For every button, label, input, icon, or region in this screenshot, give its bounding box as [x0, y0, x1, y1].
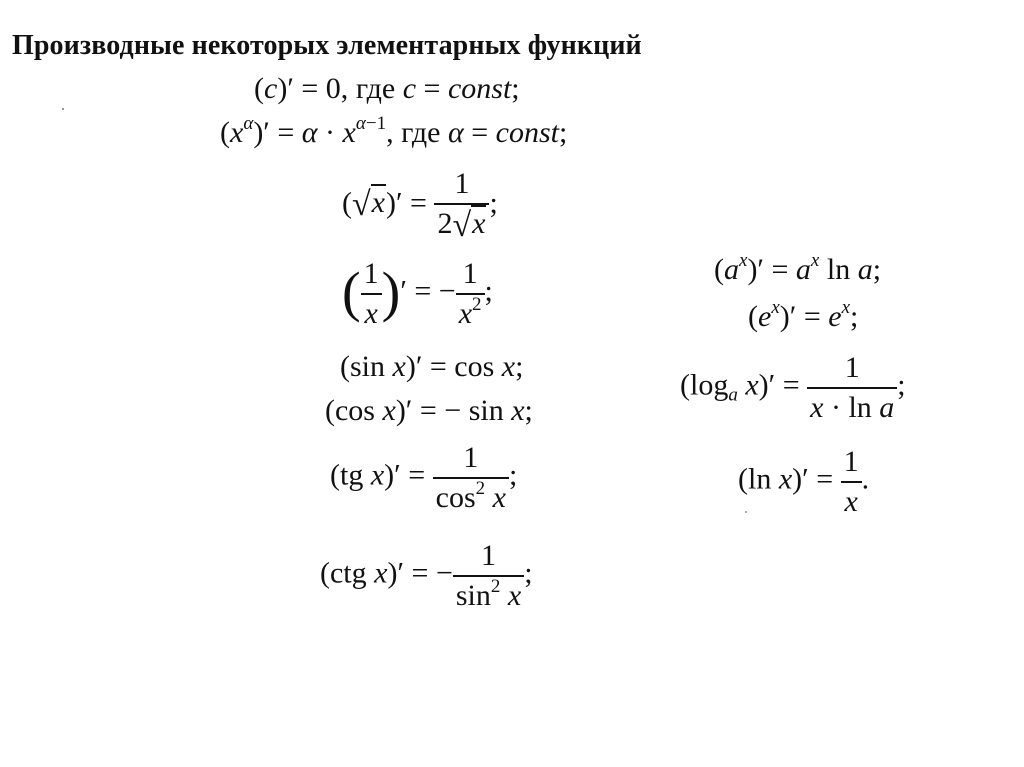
- where-word: где: [355, 72, 396, 105]
- where-word-2: где: [401, 116, 441, 149]
- const-word-2: const: [495, 116, 559, 149]
- formula-reciprocal: ( $\frac{1}{x}$ )′ = − $\frac{1}{x^2}$ ;: [342, 257, 493, 330]
- formula-constant: (c)′ = 0, где c = const;: [254, 72, 520, 105]
- speck-mark: [62, 108, 64, 110]
- formula-tg: (tg x)′ = $\frac{1}{\cos^2 x}$ ;: [330, 441, 518, 514]
- formula-exp-e: $(e^x)' = e^x$;: [748, 297, 859, 333]
- formula-power: $(x^\alpha)' = \alpha \cdot x^{\alpha-1}$, где α = const;: [220, 113, 568, 149]
- formula-log-a: ($\log_a$ x)′ = $\frac{1}{\text{x · ln a}}$ ;: [680, 351, 906, 424]
- formula-sin: (sin x)′ = cos x;: [340, 350, 524, 383]
- formula-cos: (cos x)′ = − sin x;: [325, 394, 533, 427]
- formula-sqrt: (√x)′ = $\frac{1}{2√x}$ ;: [342, 167, 498, 244]
- formula-exp-a: $(a^x)' = a^x$ ln a;: [714, 250, 882, 286]
- page-title: Производные некоторых элементарных функций: [12, 30, 642, 61]
- formula-ln: (ln x)′ = $\frac{1}{x}$ .: [738, 445, 870, 518]
- speck-mark-2: [745, 511, 747, 513]
- const-word: const: [447, 72, 512, 105]
- formula-ctg: (ctg x)′ = − $\frac{1}{\sin^2 x}$ ;: [320, 539, 533, 612]
